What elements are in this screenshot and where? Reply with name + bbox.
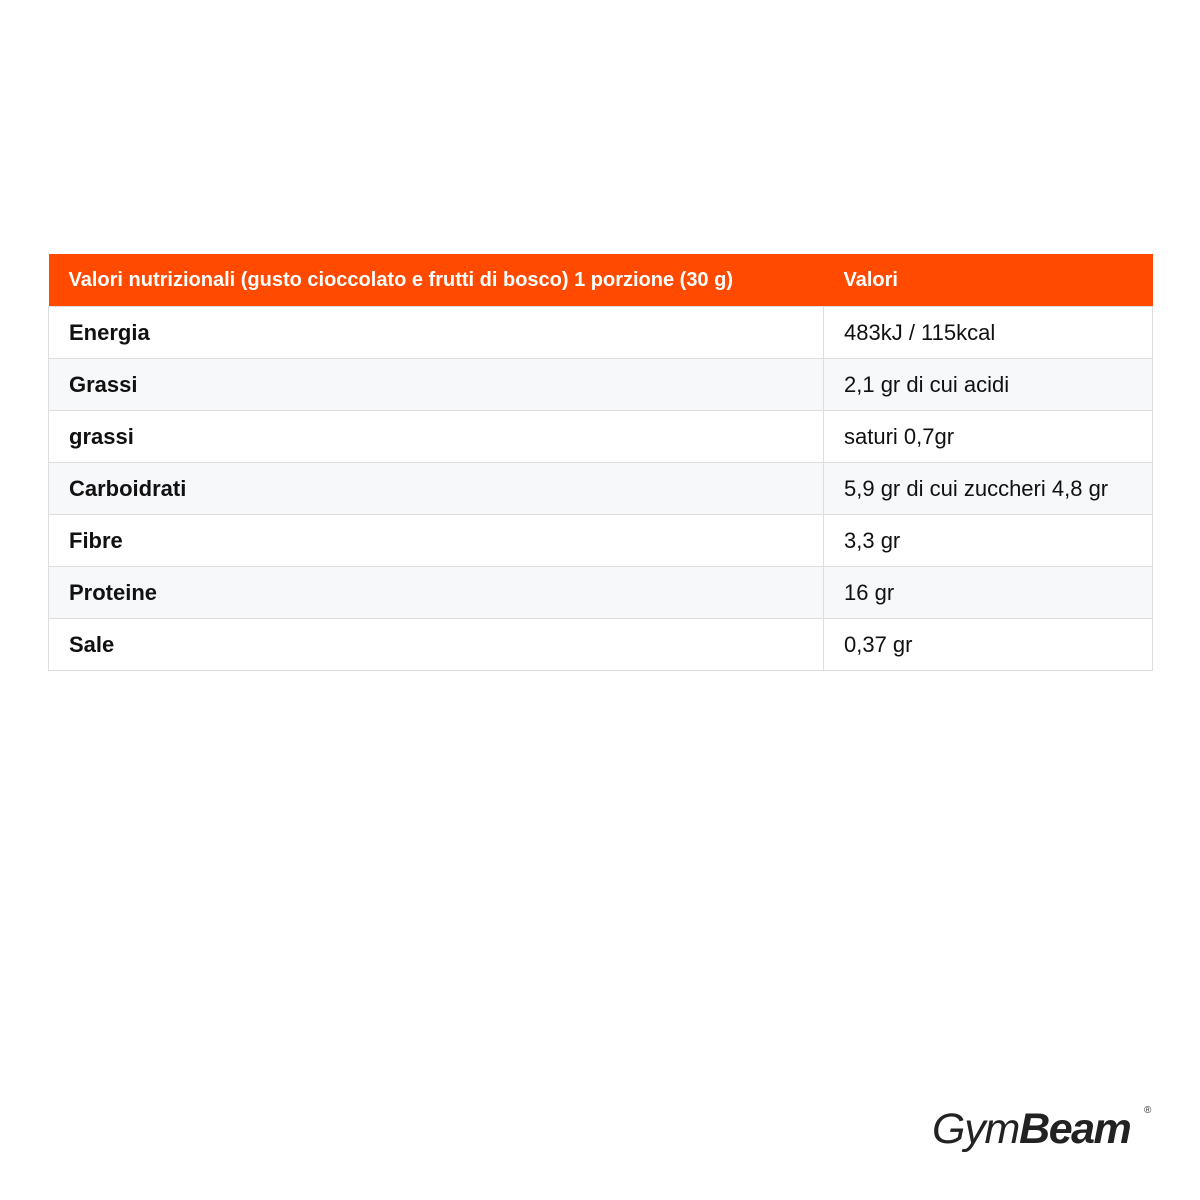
nutrition-table bbox=[48, 254, 1153, 671]
table-row-fat bbox=[49, 359, 1153, 411]
nutrient-name: grassi bbox=[49, 411, 824, 463]
table-row-carbohydrates bbox=[49, 463, 1153, 515]
nutrient-value: saturi 0,7gr bbox=[824, 411, 1153, 463]
nutrient-name: Carboidrati bbox=[49, 463, 824, 515]
nutrient-name: Grassi bbox=[49, 359, 824, 411]
nutrient-name: Fibre bbox=[49, 515, 824, 567]
nutrient-value: 0,37 gr bbox=[824, 619, 1153, 671]
nutrient-name: Energia bbox=[49, 307, 824, 359]
logo-gym-text: Gym bbox=[932, 1105, 1020, 1153]
table-row-fibre bbox=[49, 515, 1153, 567]
table-row-energy bbox=[49, 307, 1153, 359]
nutrient-name: Sale bbox=[49, 619, 824, 671]
nutrient-value: 16 gr bbox=[824, 567, 1153, 619]
nutrient-value: 483kJ / 115kcal bbox=[824, 307, 1153, 359]
nutrient-value: 5,9 gr di cui zuccheri 4,8 gr bbox=[824, 463, 1153, 515]
nutrition-column-header: Valori nutrizionali (gusto cioccolato e frutti di bosco) 1 porzione (30 g) bbox=[49, 254, 824, 307]
table-row-saturated-fat-continuation bbox=[49, 411, 1153, 463]
table-row-protein bbox=[49, 567, 1153, 619]
values-column-header: Valori bbox=[824, 254, 1153, 307]
nutrient-value: 2,1 gr di cui acidi bbox=[824, 359, 1153, 411]
logo-beam-text: Beam bbox=[1019, 1105, 1131, 1153]
nutrient-name: Proteine bbox=[49, 567, 824, 619]
nutrient-value: 3,3 gr bbox=[824, 515, 1153, 567]
table-header-row bbox=[49, 254, 1153, 307]
registered-trademark-icon: ® bbox=[1144, 1105, 1152, 1116]
gymbeam-logo bbox=[932, 1102, 1160, 1156]
table-row-salt bbox=[49, 619, 1153, 671]
